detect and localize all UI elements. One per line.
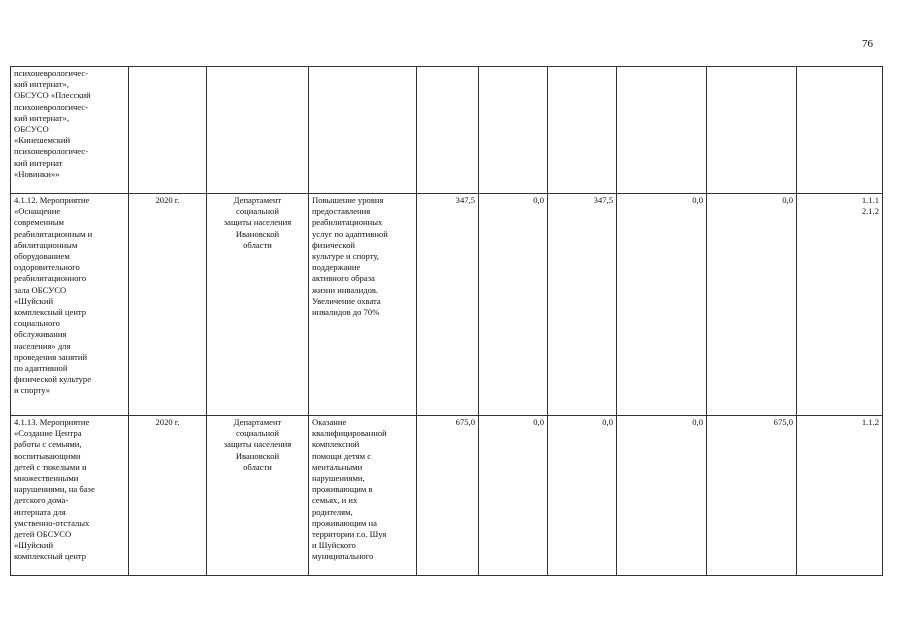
amount-total-cell: 347,5 <box>417 194 479 416</box>
name-line: «Шуйский <box>14 540 54 551</box>
result-line: помощи детям с <box>312 450 372 461</box>
name-line: кий интернат», <box>14 79 69 90</box>
result-line: активного образа <box>312 273 375 284</box>
name-line: 4.1.13. Мероприятие <box>14 417 90 427</box>
program-measures-table <box>10 66 883 576</box>
result-line: проживающим на <box>312 517 377 528</box>
measure-name-cell <box>11 194 129 416</box>
name-line: зала ОБСУСО <box>14 284 67 295</box>
name-line: умственно-отсталых <box>14 517 90 528</box>
table-row <box>11 416 883 576</box>
indicator-codes-cell <box>797 194 883 416</box>
amount-total-cell: 675,0 <box>417 416 479 576</box>
result-line: Повышение уровня <box>312 195 384 205</box>
name-line: комплексный центр <box>14 551 87 562</box>
amount-extrabudget-cell <box>707 67 797 194</box>
executor-line: области <box>243 239 272 250</box>
amount-extrabudget-cell: 0,0 <box>707 194 797 416</box>
page-number: 76 <box>862 38 873 50</box>
amount-regional-cell <box>548 67 617 194</box>
name-line: интерната для <box>14 506 66 517</box>
name-line: абилитационным <box>14 239 78 250</box>
table-row <box>11 67 883 194</box>
name-line: 4.1.12. Мероприятие <box>14 195 90 205</box>
amount-local-cell: 0,0 <box>617 416 707 576</box>
result-line: муниципального <box>312 551 374 562</box>
name-line: социального <box>14 318 60 329</box>
executor-cell <box>207 416 309 576</box>
name-line: множественными <box>14 473 79 484</box>
result-line: физической <box>312 239 355 250</box>
amount-regional-cell: 0,0 <box>548 416 617 576</box>
result-line: квалифицированной <box>312 428 387 439</box>
result-line: реабилитационных <box>312 217 383 228</box>
name-line: психоневрологичес- <box>14 146 88 157</box>
result-line: культуре и спорту, <box>312 251 379 262</box>
result-line: поддержание <box>312 262 361 273</box>
name-line: современным <box>14 217 64 228</box>
result-line: услуг по адаптивной <box>312 228 388 239</box>
name-line: «Новинки»» <box>14 168 60 179</box>
indicator-codes-cell <box>797 67 883 194</box>
result-line: родителям, <box>312 506 353 517</box>
name-line: воспитывающими <box>14 450 81 461</box>
name-line: «Оснащение <box>14 206 61 217</box>
name-line: кий интернат», <box>14 112 69 123</box>
executor-line: социальной <box>236 428 279 439</box>
amount-federal-cell: 0,0 <box>479 416 548 576</box>
result-line: Оказание <box>312 417 347 427</box>
name-line: детей ОБСУСО <box>14 529 72 540</box>
name-line: «Создание Центра <box>14 428 82 439</box>
name-line: физической культуре <box>14 374 92 385</box>
name-line: «Кинешемский <box>14 135 71 146</box>
executor-line: Департамент <box>233 417 282 427</box>
name-line: реабилитационным и <box>14 228 93 239</box>
measure-name-cell <box>11 67 129 194</box>
name-line: психоневрологичес- <box>14 68 88 78</box>
executor-cell <box>207 67 309 194</box>
indicator-codes-cell <box>797 416 883 576</box>
amount-federal-cell <box>479 67 548 194</box>
executor-line: области <box>243 461 272 472</box>
name-line: кий интернат <box>14 157 63 168</box>
executor-line: Ивановской <box>235 450 280 461</box>
result-line: комплексной <box>312 439 360 450</box>
result-line: и Шуйского <box>312 540 356 551</box>
name-line: населения» для <box>14 340 71 351</box>
name-line: комплексный центр <box>14 307 87 318</box>
name-line: и спорту» <box>14 385 51 396</box>
result-line: территории г.о. Шуя <box>312 529 387 540</box>
executor-line: Департамент <box>233 195 282 205</box>
amount-local-cell <box>617 67 707 194</box>
amount-federal-cell: 0,0 <box>479 194 548 416</box>
amount-total-cell <box>417 67 479 194</box>
name-line: ОБСУСО «Плесский <box>14 90 91 101</box>
expected-result-cell <box>309 194 417 416</box>
name-line: работы с семьями, <box>14 439 82 450</box>
executor-line: Ивановской <box>235 228 280 239</box>
result-line: семьях, и их <box>312 495 358 506</box>
amount-extrabudget-cell: 675,0 <box>707 416 797 576</box>
year-cell: 2020 г. <box>129 416 207 576</box>
name-line: обслуживания <box>14 329 67 340</box>
codes-line: 1.1.2 <box>861 417 879 427</box>
result-line: жизни инвалидов. <box>312 284 379 295</box>
measure-name-cell <box>11 416 129 576</box>
executor-line: социальной <box>236 206 279 217</box>
table-row <box>11 194 883 416</box>
name-line: по адаптивной <box>14 363 68 374</box>
name-line: детского дома- <box>14 495 69 506</box>
name-line: проведения занятий <box>14 351 88 362</box>
name-line: нарушениями, на базе <box>14 484 95 495</box>
result-line: инвалидов до 70% <box>312 307 380 318</box>
result-line: проживающим в <box>312 484 373 495</box>
executor-line: защиты населения <box>223 217 292 228</box>
year-cell <box>129 67 207 194</box>
name-line: оздоровительного <box>14 262 80 273</box>
expected-result-cell <box>309 67 417 194</box>
name-line: «Шуйский <box>14 295 54 306</box>
result-line: ментальными <box>312 461 363 472</box>
name-line: детей с тяжелыми и <box>14 461 87 472</box>
name-line: ОБСУСО <box>14 124 49 135</box>
amount-regional-cell: 347,5 <box>548 194 617 416</box>
expected-result-cell <box>309 416 417 576</box>
codes-line: 2.1.2 <box>861 206 879 217</box>
name-line: оборудованием <box>14 251 70 262</box>
name-line: реабилитационного <box>14 273 87 284</box>
codes-line: 1.1.1 <box>861 195 879 205</box>
result-line: нарушениями, <box>312 473 365 484</box>
amount-local-cell: 0,0 <box>617 194 707 416</box>
executor-line: защиты населения <box>223 439 292 450</box>
name-line: психоневрологичес- <box>14 101 88 112</box>
executor-cell <box>207 194 309 416</box>
year-cell: 2020 г. <box>129 194 207 416</box>
result-line: предоставления <box>312 206 371 217</box>
result-line: Увеличение охвата <box>312 295 381 306</box>
